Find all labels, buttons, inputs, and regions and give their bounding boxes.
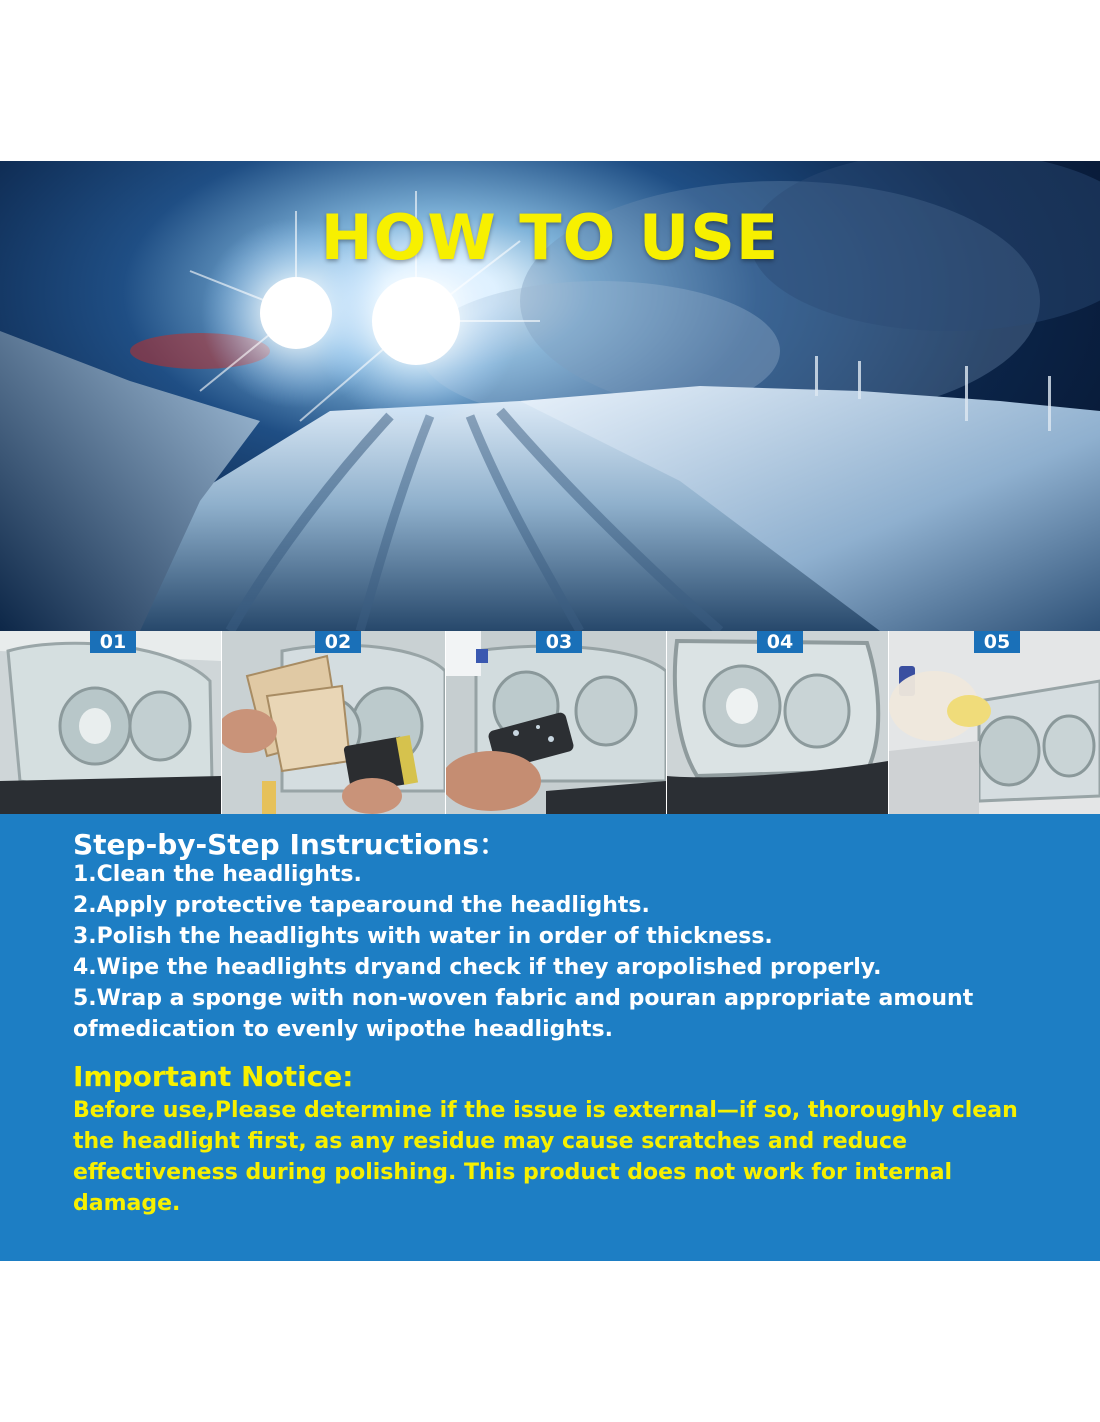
wiped-headlight-photo-icon [667, 631, 888, 814]
instructions-panel [0, 814, 1100, 1261]
step-photo-05 [889, 631, 1100, 814]
sandpaper-sponge-photo-icon [222, 631, 445, 814]
instruction-step-4: 4.Wipe the headlights dryand check if they aropolished properly. [73, 955, 882, 980]
step-badge-03: 03 [536, 631, 582, 653]
instruction-step-3: 3.Polish the headlights with water in order of thickness. [73, 924, 773, 949]
step-photo-02 [222, 631, 445, 814]
dull-headlight-photo-icon [0, 631, 221, 814]
step-photos-strip [0, 631, 1100, 814]
instruction-step-2: 2.Apply protective tapearound the headlights. [73, 893, 650, 918]
instructions-list [73, 859, 1063, 1045]
step-badge-05: 05 [974, 631, 1020, 653]
gloved-application-photo-icon [889, 631, 1100, 814]
hero-banner [0, 161, 1100, 631]
notice-heading: Important Notice: [73, 1060, 354, 1093]
step-photo-01 [0, 631, 221, 814]
wet-polishing-photo-icon [446, 631, 666, 814]
step-badge-04: 04 [757, 631, 803, 653]
step-badge-02: 02 [315, 631, 361, 653]
step-photo-03 [446, 631, 666, 814]
step-photo-04 [667, 631, 888, 814]
instructions-heading: Step-by-Step Instructions： [73, 828, 508, 861]
page-title: HOW TO USE [320, 201, 780, 274]
step-badge-01: 01 [90, 631, 136, 653]
notice-text: Before use,Please determine if the issue is external—if so, thoroughly clean the headlight first, as any residue may cause scratches and reduce effectiveness during polishing. This product does not work for internal damage. [73, 1098, 1018, 1216]
instruction-step-1: 1.Clean the headlights. [73, 862, 362, 887]
instruction-step-5: 5.Wrap a sponge with non-woven fabric and pouran appropriate amount ofmedication to evenly wipothe headlights. [73, 986, 974, 1042]
